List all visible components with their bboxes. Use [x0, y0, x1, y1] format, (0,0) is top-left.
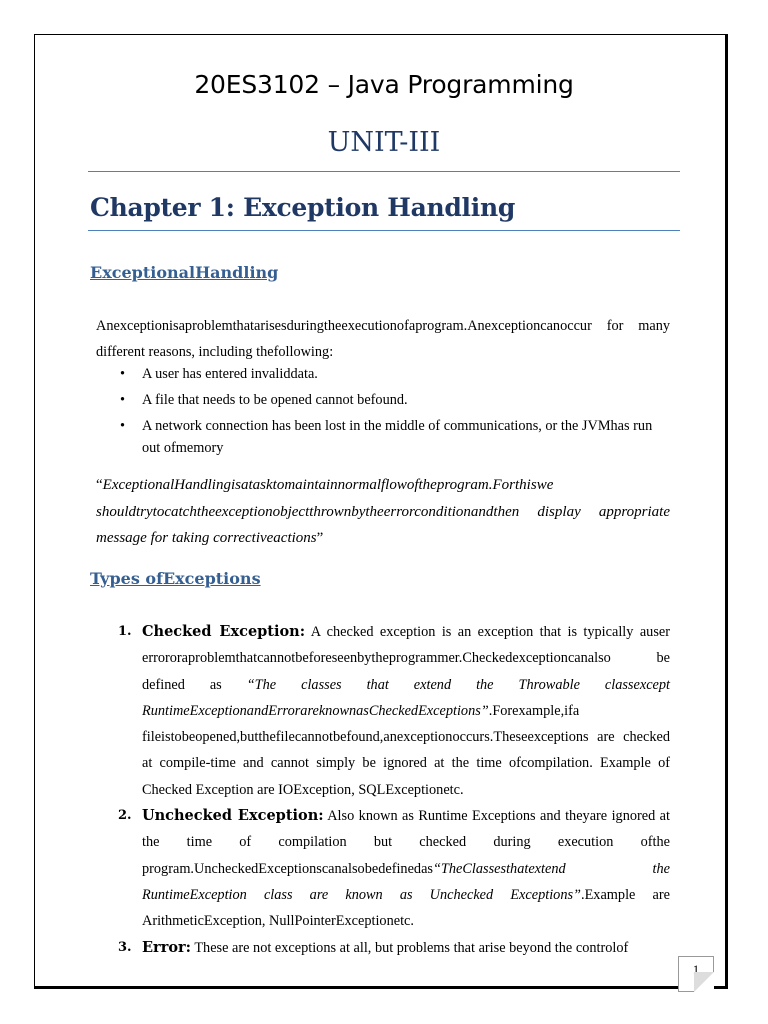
list-item-text: A file that needs to be opened cannot befound. — [142, 392, 408, 408]
quote-open-mark: “ — [96, 477, 103, 493]
list-item-unchecked-exception — [118, 803, 670, 934]
page-curl-icon — [694, 972, 714, 992]
course-title: 20ES3102 – Java Programming — [194, 70, 574, 99]
list-item — [120, 389, 660, 411]
item-number: 1. — [118, 624, 132, 639]
list-item-text: A network connection has been lost in the middle of communications, or the JVMhas run out ofmemory — [142, 418, 653, 456]
item-text: A checked exception is an exception that is typically auser errororaproblemthatcannotbeforeseenbytheprogrammer.Checkedexceptioncanalso be defined as — [142, 624, 670, 693]
item-italic-definition: “TheClassesthatextend the RuntimeException class are known as Unchecked Exceptions” — [142, 860, 670, 903]
quote-text: ExceptionalHandlingisatasktomaintainnormalflowoftheprogram.Forthiswe shouldtrytocatchtheexceptionobjectthrownbytheerrorconditionandthen display appropriate message for taking correctiveactions — [96, 477, 670, 546]
item-italic-definition: “The classes that extend the Throwable classexcept RuntimeExceptionandErrorareknownasCheckedExceptions” — [142, 676, 671, 719]
item-text-continued: .Forexample,ifa fileistobeopened,butthefilecannotbefound,anexceptionoccurs.Theseexceptions are checked at compile-time and cannot simply be ignored at the time ofcompilation. Example of Checked Exception are IOException, SQLExceptionetc. — [142, 702, 670, 798]
bullet-icon: • — [120, 366, 126, 382]
divider-top — [88, 171, 680, 172]
item-text-continued: .Example are ArithmeticException, NullPointerExceptionetc. — [142, 886, 670, 930]
item-term: Error: — [142, 938, 191, 956]
page-number: 1 — [692, 962, 700, 977]
item-text: These are not exceptions at all, but problems that arise beyond the controlof — [191, 939, 629, 956]
page-number-box — [678, 956, 714, 992]
list-item-error — [118, 935, 670, 961]
exception-types-list — [118, 619, 670, 961]
quote-close-mark: ” — [316, 530, 324, 546]
divider-bottom — [88, 230, 680, 231]
list-item-checked-exception — [118, 619, 670, 803]
intro-paragraph: Anexceptionisaproblemthatarisesduringtheexecutionofaprogram.Anexceptioncanoccur for many different reasons, including thefollowing: — [96, 318, 670, 360]
item-term: Checked Exception: — [142, 623, 306, 640]
reasons-list — [120, 363, 660, 463]
chapter-title: Chapter 1: Exception Handling — [90, 193, 516, 222]
bullet-icon: • — [120, 418, 126, 434]
item-term: Unchecked Exception: — [142, 807, 324, 825]
list-item — [120, 363, 660, 385]
item-number: 3. — [118, 939, 132, 955]
list-item-text: A user has entered invaliddata. — [142, 366, 318, 382]
section-heading-exceptional-handling: ExceptionalHandling — [90, 263, 279, 282]
item-text: Also known as Runtime Exceptions and theyare ignored at the time of compilation but checked during execution ofthe program.UncheckedExceptionscanalsobedefinedas — [142, 808, 670, 877]
unit-title: UNIT-III — [327, 127, 441, 158]
bullet-icon: • — [120, 392, 126, 408]
section-heading-types-of-exceptions: Types ofExceptions — [90, 569, 261, 588]
item-number: 2. — [118, 808, 132, 824]
definition-quote — [96, 472, 670, 552]
list-item — [120, 415, 660, 459]
